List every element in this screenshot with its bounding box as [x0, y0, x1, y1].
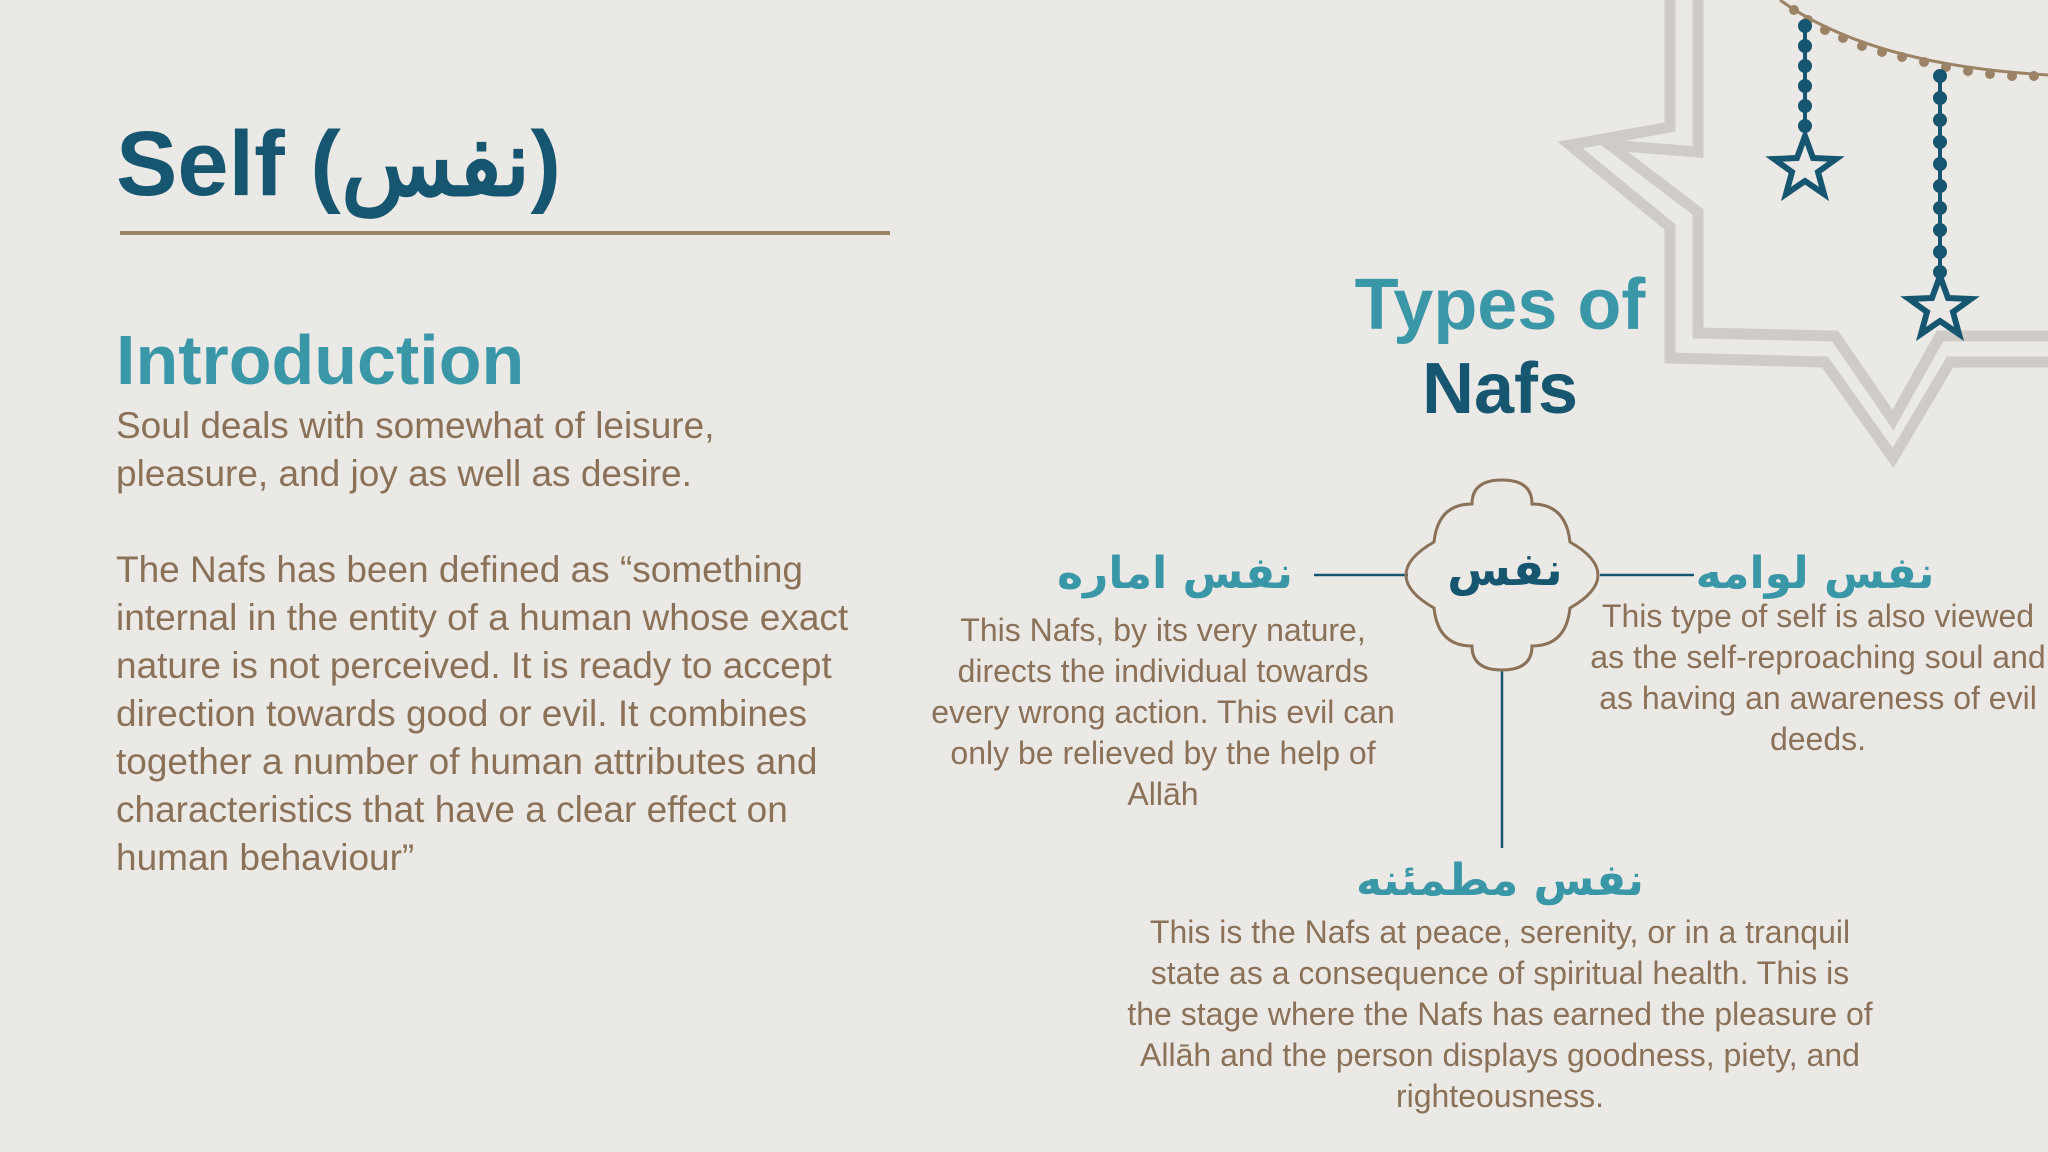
- bead-garland: [1780, 0, 2048, 81]
- star-icon: [1909, 276, 1971, 334]
- introduction-paragraph-2: The Nafs has been defined as “something internal in the entity of a human whose exact nature is not perceived. It is ready to accept direction towards good or evil. It combines together a number of human attributes and characteristics that have a clear effect on human behaviour”: [116, 549, 849, 878]
- nafs-mutmainnah-description: This is the Nafs at peace, serenity, or in a tranquil state as a consequence of spiritual health. This is the stage where the Nafs has earned the pleasure of Allāh and the person displays goodness, piety, and righteousness.: [1127, 914, 1873, 1114]
- nafs-ammarah-description: This Nafs, by its very nature, directs the individual towards every wrong action. This evil can only be relieved by the help of Allāh: [931, 612, 1395, 812]
- nafs-mutmainnah-title: نفس مطمئنه: [1356, 855, 1644, 906]
- nafs-lawwamah-description: This type of self is also viewed as the self-reproaching soul and as having an awareness of evil deeds.: [1590, 598, 2046, 757]
- types-heading-line-1: Types of: [1354, 265, 1646, 345]
- center-nafs-label: نفس: [1447, 542, 1563, 596]
- introduction-heading: Introduction: [116, 321, 525, 399]
- introduction-paragraph-1: Soul deals with somewhat of leisure, pleasure, and joy as well as desire.: [116, 405, 715, 494]
- types-heading-line-2: Nafs: [1421, 349, 1579, 429]
- star-icon: [1774, 136, 1836, 194]
- slide-title: Self (نفس): [116, 113, 562, 215]
- nafs-ammarah-title: نفس اماره: [1057, 548, 1293, 599]
- title-divider: [120, 231, 890, 235]
- nafs-lawwamah-title: نفس لوامه: [1695, 548, 1935, 599]
